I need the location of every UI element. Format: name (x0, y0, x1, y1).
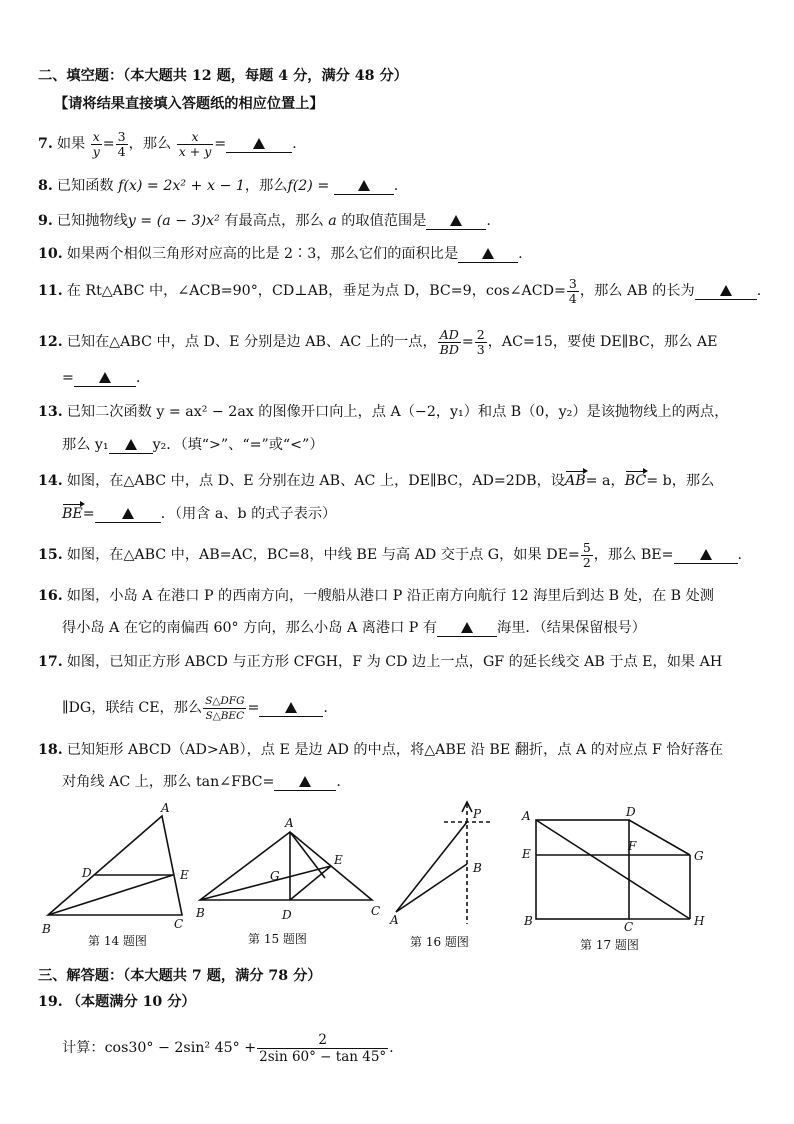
answer-blank[interactable] (95, 506, 161, 523)
text: . (393, 178, 399, 194)
fig16-caption: 第 16 题图 (410, 935, 469, 949)
formula: y = (a − 3)x² (127, 213, 220, 229)
numerator: 2 (257, 1032, 388, 1049)
text: ，那么 BE= (593, 547, 674, 563)
text: 已知在△ABC 中，点 D、E 分别是边 AB、AC 上的一点， (66, 334, 437, 350)
answer-blank[interactable] (226, 136, 292, 153)
text: . (135, 370, 141, 386)
denominator: x + y (178, 143, 212, 159)
section2-title: 二、填空题：（本大题共 12 题，每题 4 分，满分 48 分） (38, 68, 408, 84)
text: 对角线 AC 上，那么 tan∠FBC= (62, 774, 275, 790)
text: . (292, 136, 297, 152)
question-number: 16. (38, 588, 63, 604)
text: 如果 (56, 136, 86, 152)
label: G (270, 869, 280, 883)
denominator: 4 (568, 290, 577, 306)
formula: f(2) = (287, 178, 330, 194)
denominator: y (92, 143, 100, 159)
label: A (390, 913, 399, 927)
answer-blank[interactable] (259, 700, 323, 717)
text: . (518, 246, 523, 262)
answer-blank[interactable] (437, 620, 497, 637)
answer-mark-icon (700, 549, 712, 560)
question-number: 14. (38, 473, 63, 489)
question-16-cont (62, 618, 646, 638)
question-18 (38, 740, 723, 760)
text: ，AC=15，要使 DE∥BC，那么 AE (487, 334, 718, 350)
question-19-header (38, 992, 196, 1012)
text: ∥DG，联结 CE，那么 (62, 700, 203, 716)
fraction (203, 694, 246, 723)
formula: a (328, 213, 337, 229)
answer-blank[interactable] (458, 246, 518, 263)
question-14 (38, 471, 714, 491)
fig17-ah (536, 820, 690, 919)
question-number: 7. (38, 136, 53, 152)
question-17 (38, 652, 722, 672)
formula: cos30° − 2sin² 45° + (104, 1040, 257, 1056)
fig14-triangle (48, 816, 182, 915)
numerator: S△DFG (205, 694, 245, 707)
question-13 (38, 402, 728, 422)
fig15-caption: 第 15 题图 (248, 932, 307, 946)
text: 已知函数 (56, 178, 114, 194)
question-7 (38, 127, 297, 161)
text: ，那么 AB 的长为 (579, 283, 695, 299)
answer-blank[interactable] (426, 213, 486, 230)
question-8 (38, 176, 398, 196)
label: C (371, 904, 381, 918)
text: 那么 y₁ (62, 437, 109, 453)
question-number: 11. (38, 283, 63, 299)
question-14-cont (62, 504, 336, 524)
denominator: BD (439, 341, 459, 357)
text: 得小岛 A 在它的南偏西 60° 方向，那么小岛 A 离港口 P 有 (62, 620, 438, 636)
text: . (737, 547, 743, 563)
answer-blank[interactable] (274, 774, 336, 791)
answer-mark-icon (450, 215, 462, 226)
answer-mark-icon (253, 138, 265, 149)
text: 有最高点，那么 (224, 213, 324, 229)
answer-mark-icon (122, 508, 134, 519)
label: B (196, 906, 205, 920)
formula: f(x) = 2x² + x − 1 (118, 178, 245, 194)
text: = (82, 506, 95, 522)
text: ．（用含 a、b 的式子表示） (160, 506, 337, 522)
numerator: 3 (117, 128, 126, 144)
label: B (42, 922, 51, 936)
answer-blank[interactable] (695, 283, 757, 300)
answer-blank[interactable] (109, 437, 153, 454)
label: C (624, 920, 634, 934)
answer-mark-icon (720, 285, 732, 296)
label: H (694, 914, 705, 928)
answer-mark-icon (99, 372, 111, 383)
label: B (473, 861, 482, 875)
question-17-cont (62, 690, 328, 726)
denominator: 4 (117, 143, 126, 159)
text: = (102, 136, 115, 152)
label: E (334, 853, 343, 867)
vector: BE (62, 506, 83, 522)
question-number: 17. (38, 654, 63, 670)
answer-mark-icon (461, 622, 473, 633)
question-number: 15. (38, 547, 63, 563)
text: ，那么 (244, 178, 288, 194)
answer-mark-icon (482, 248, 494, 259)
label: C (174, 917, 184, 931)
fraction (116, 130, 128, 159)
answer-blank[interactable] (74, 370, 136, 387)
question-12-cont (62, 368, 140, 388)
text: 如果两个相似三角形对应高的比是 2∶3，那么它们的面积比是 (66, 246, 459, 262)
text: 已知矩形 ABCD（AD>AB），点 E 是边 AD 的中点，将△ABE 沿 BE 翻折，点 A 的对应点 F 恰好落在 (66, 742, 724, 758)
label: E (522, 847, 531, 861)
label: D (626, 805, 636, 819)
fraction (438, 328, 461, 357)
question-number: 19. (38, 994, 63, 1010)
label: B (524, 914, 533, 928)
fig17-dg (629, 820, 690, 855)
text: . (336, 774, 341, 790)
answer-mark-icon (285, 702, 297, 713)
question-12 (38, 325, 718, 359)
answer-mark-icon (299, 776, 311, 787)
label: D (82, 866, 92, 880)
question-11 (38, 274, 761, 308)
question-number: 13. (38, 404, 63, 420)
text: = (247, 700, 260, 716)
denominator: 3 (476, 341, 485, 357)
label: A (522, 809, 531, 823)
fraction (257, 1032, 388, 1065)
question-number: 12. (38, 334, 63, 350)
answer-blank[interactable] (674, 547, 738, 564)
question-19-body (62, 1030, 394, 1066)
vector: BC (624, 473, 647, 489)
fig17-caption: 第 17 题图 (580, 938, 639, 952)
fraction (567, 277, 579, 306)
fraction (177, 130, 214, 159)
fraction (475, 328, 487, 357)
fig15-aux (290, 832, 325, 878)
text: . (756, 283, 762, 299)
question-number: 18. (38, 742, 63, 758)
fig16-ap (396, 822, 467, 912)
text: = a， (585, 473, 625, 489)
answer-mark-icon (125, 439, 137, 450)
question-13-cont (62, 435, 324, 455)
numerator: 3 (568, 275, 577, 291)
text: 在 Rt△ABC 中，∠ACB=90°，CD⊥AB，垂足为点 D，BC=9，cos∠ACD= (66, 283, 566, 299)
numerator: AD (438, 328, 461, 343)
text: 计算： (62, 1040, 105, 1056)
text: 的取值范围是 (341, 213, 427, 229)
vector: AB (564, 473, 586, 489)
text: . (389, 1040, 394, 1056)
text: = (62, 370, 74, 386)
fig16-ab (396, 864, 467, 912)
text: 如图，小岛 A 在港口 P 的西南方向，一艘船从港口 P 沿正南方向航行 12 海里后到达 B 处，在 B 处测 (66, 588, 714, 604)
text: 如图，在△ABC 中，AB=AC，BC=8，中线 BE 与高 AD 交于点 G，如果 DE= (66, 547, 580, 563)
fig14-caption: 第 14 题图 (88, 934, 147, 948)
text: 已知抛物线 (56, 213, 128, 229)
question-9 (38, 211, 491, 231)
denominator: S△BEC (205, 709, 245, 722)
label: F (628, 839, 637, 853)
denominator: 2sin 60° − tan 45° (259, 1048, 387, 1065)
label: G (694, 849, 704, 863)
text: . (486, 213, 491, 229)
section2-instruction: 【请将结果直接填入答题纸的相应位置上】 (54, 96, 324, 112)
text: （本题满分 10 分） (66, 994, 196, 1010)
label: A (285, 816, 294, 830)
label: A (161, 801, 170, 815)
numerator: x (92, 128, 100, 144)
fraction (581, 541, 593, 570)
text: 如图，在△ABC 中，点 D、E 分别在边 AB、AC 上，DE∥BC，AD=2DB，设 (66, 473, 565, 489)
question-number: 9. (38, 213, 53, 229)
answer-mark-icon (358, 180, 370, 191)
fig14-be (48, 875, 173, 915)
label: P (473, 807, 482, 821)
question-10 (38, 244, 523, 264)
numerator: 5 (582, 539, 591, 555)
text: = b，那么 (646, 473, 715, 489)
text: ，那么 (128, 136, 172, 152)
numerator: x (177, 130, 214, 145)
text: . (323, 700, 328, 716)
text: = (214, 136, 227, 152)
text: 海里．（结果保留根号） (497, 620, 646, 636)
question-18-cont (62, 772, 341, 792)
question-number: 10. (38, 246, 63, 262)
label: E (180, 868, 189, 882)
question-16 (38, 586, 714, 606)
text: 如图，已知正方形 ABCD 与正方形 CFGH，F 为 CD 边上一点，GF 的延长线交 AB 于点 E，如果 AH (66, 654, 723, 670)
fraction (91, 130, 102, 159)
question-number: 8. (38, 178, 53, 194)
text: y₂．（填“>”、“=”或“<”） (152, 437, 324, 453)
question-15 (38, 538, 742, 572)
section3-title: 三、解答题：（本大题共 7 题，满分 78 分） (38, 968, 322, 984)
answer-blank[interactable] (334, 178, 394, 195)
text: = (461, 334, 474, 350)
label: D (282, 908, 292, 922)
numerator: 2 (476, 326, 485, 342)
fig17-square-abcd (536, 820, 629, 919)
denominator: 2 (582, 554, 591, 570)
fig15-triangle (200, 832, 372, 900)
text: 已知二次函数 y = ax² − 2ax 的图像开口向上，点 A（−2，y₁）和点 B（0，y₂）是该抛物线上的两点， (66, 404, 729, 420)
